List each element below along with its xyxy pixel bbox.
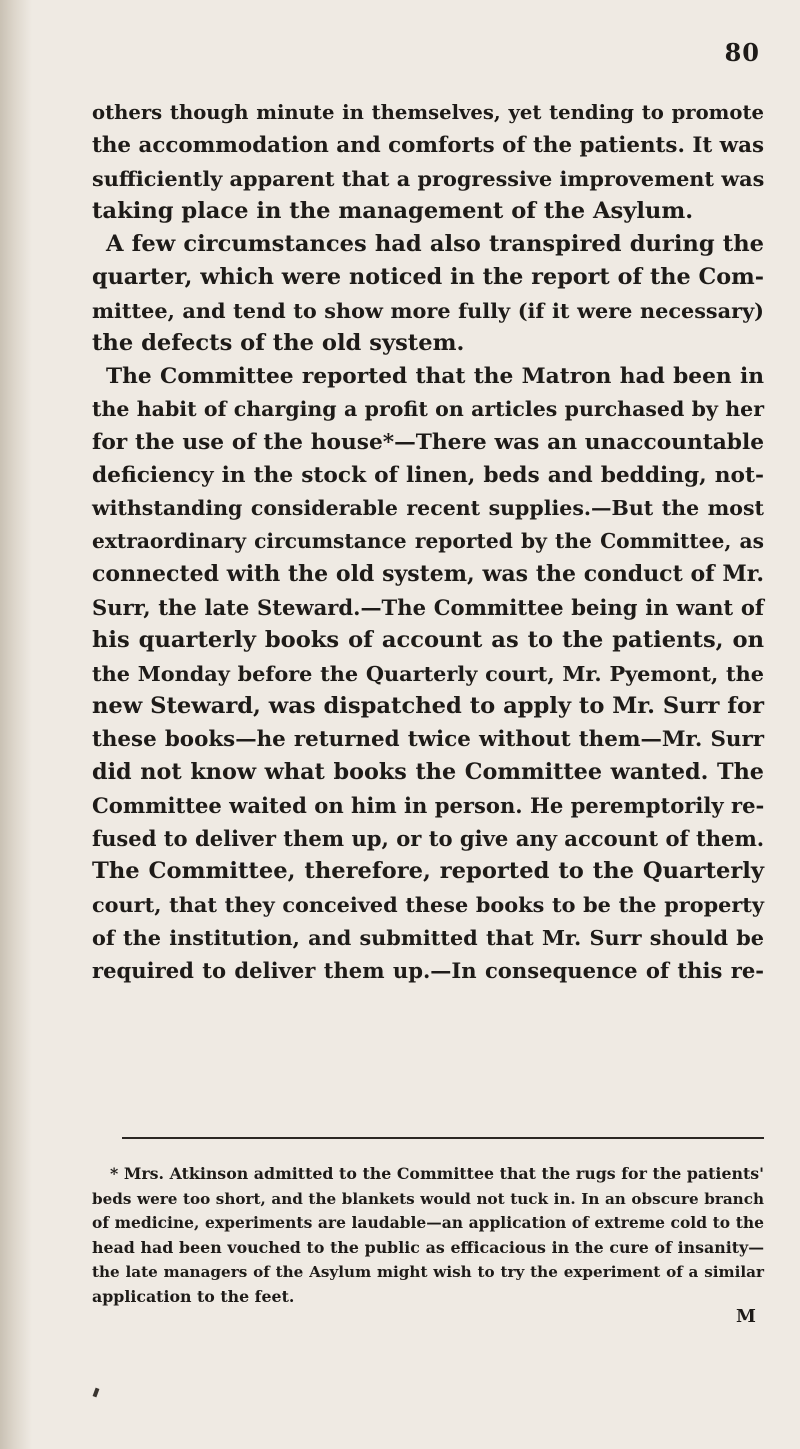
text-line: did not know what books the Committee wanted. The	[92, 759, 764, 785]
text-line: court, that they conceived these books to be the property	[92, 892, 764, 917]
text-line: extraordinary circumstance reported by the Committee, as	[92, 529, 764, 553]
text-line: The Committee, therefore, reported to the Quarterly	[92, 858, 764, 884]
text-line: required to deliver them up.—In consequence of this re-	[92, 958, 764, 983]
text-line: quarter, which were noticed in the report of the Com-	[92, 264, 764, 290]
text-line: The Committee reported that the Matron had been in	[106, 364, 764, 389]
footnote	[92, 1162, 764, 1309]
footnote-line: the late managers of the Asylum might wish to try the experiment of a similar	[92, 1263, 764, 1281]
text-line: the Monday before the Quarterly court, Mr. Pyemont, the	[92, 661, 764, 686]
main-text	[92, 96, 764, 987]
text-line: Committee waited on him in person. He peremptorily re-	[92, 793, 765, 818]
text-line: A few circumstances had also transpired during the	[106, 231, 764, 257]
text-line: the defects of the old system.	[92, 330, 465, 356]
footnote-line: * Mrs. Atkinson admitted to the Committee that the rugs for the patients'	[110, 1164, 764, 1183]
footnote-line: head had been vouched to the public as efficacious in the cure of insanity—	[92, 1237, 764, 1257]
text-line: deficiency in the stock of linen, beds and bedding, not-	[92, 463, 764, 488]
text-line: mittee, and tend to show more fully (if it were necessary)	[92, 298, 764, 323]
text-line: fused to deliver them up, or to give any account of them.	[92, 826, 765, 851]
footnote-line: of medicine, experiments are laudable—an application of extreme cold to the	[92, 1213, 764, 1232]
text-line: new Steward, was dispatched to apply to Mr. Surr for	[92, 693, 764, 719]
text-line: others though minute in themselves, yet tending to promote	[92, 101, 764, 124]
text-line: taking place in the management of the Asylum.	[92, 198, 694, 224]
text-line: sufficiently apparent that a progressive improvement was	[92, 166, 765, 191]
text-line: withstanding considerable recent supplies.—But the most	[92, 496, 764, 520]
text-line: the habit of charging a profit on articles purchased by her	[92, 397, 764, 421]
text-line: Surr, the late Steward.—The Committee being in want of	[92, 595, 764, 620]
catchword: M	[736, 1306, 756, 1327]
page-number: 80	[724, 38, 760, 67]
text-line: his quarterly books of account as to the patients, on	[92, 627, 764, 653]
footnote-line: application to the feet.	[92, 1286, 295, 1306]
page-gutter-shadow	[0, 0, 32, 1449]
text-line: connected with the old system, was the conduct of Mr.	[92, 561, 764, 587]
text-line: the accommodation and comforts of the patients. It was	[92, 133, 764, 158]
footnote-line: beds were too short, and the blankets would not tuck in. In an obscure branch	[92, 1189, 764, 1208]
footnote-divider	[122, 1137, 764, 1139]
text-line: of the institution, and submitted that Mr. Surr should be	[92, 925, 764, 950]
text-line: these books—he returned twice without them—Mr. Surr	[92, 727, 764, 752]
text-line: for the use of the house*—There was an unaccountable	[92, 430, 764, 455]
ink-speck	[93, 1388, 100, 1398]
